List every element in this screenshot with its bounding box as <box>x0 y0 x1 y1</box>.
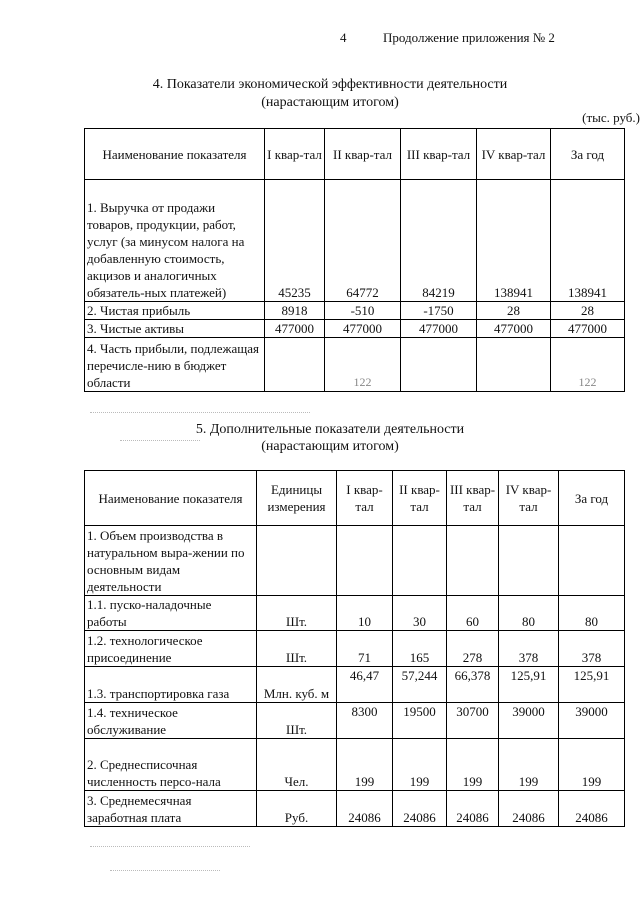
row-name: 2. Чистая прибыль <box>85 302 265 320</box>
row-q2: 30 <box>393 596 447 631</box>
row-q4 <box>477 338 551 392</box>
row-q3: 477000 <box>401 320 477 338</box>
row-q4: 24086 <box>499 791 559 827</box>
scan-noise <box>110 870 220 871</box>
row-year: 378 <box>559 631 625 667</box>
header-year: За год <box>559 471 625 526</box>
row-q1: 71 <box>337 631 393 667</box>
row-year: 28 <box>551 302 625 320</box>
row-year: 125,91 <box>559 667 625 703</box>
row-q4: 477000 <box>477 320 551 338</box>
row-q1: 45235 <box>265 180 325 302</box>
table-row <box>85 739 625 791</box>
row-q2: 122 <box>325 338 401 392</box>
row-q3: 84219 <box>401 180 477 302</box>
row-q1: 10 <box>337 596 393 631</box>
row-unit: Шт. <box>257 596 337 631</box>
row-q1: 46,47 <box>337 667 393 703</box>
table-row <box>85 791 625 827</box>
row-year: 80 <box>559 596 625 631</box>
row-name: 1.1. пуско-наладочные работы <box>85 596 257 631</box>
table-row <box>85 180 625 302</box>
row-q2: 64772 <box>325 180 401 302</box>
row-name: 3. Среднемесячная заработная плата <box>85 791 257 827</box>
row-unit: Шт. <box>257 703 337 739</box>
row-year: 122 <box>551 338 625 392</box>
table-header-row <box>85 471 625 526</box>
section4-subtitle: (нарастающим итогом) <box>261 95 399 110</box>
header-q4: IV квар-тал <box>499 471 559 526</box>
table-row <box>85 667 625 703</box>
section5-subtitle: (нарастающим итогом) <box>261 439 399 454</box>
row-q2: 477000 <box>325 320 401 338</box>
row-year: 39000 <box>559 703 625 739</box>
table-row <box>85 703 625 739</box>
row-name: 1. Объем производства в натуральном выра-жении по основным видам деятельности <box>85 526 257 596</box>
scan-noise <box>90 846 250 847</box>
row-q1: 8300 <box>337 703 393 739</box>
row-q2: 199 <box>393 739 447 791</box>
scan-noise <box>90 412 310 413</box>
table-row <box>85 338 625 392</box>
row-q1: 477000 <box>265 320 325 338</box>
row-q3: 24086 <box>447 791 499 827</box>
page-number: 4 <box>340 30 347 45</box>
row-q1: 199 <box>337 739 393 791</box>
row-name: 1.2. технологическое присоединение <box>85 631 257 667</box>
row-name: 2. Среднесписочная численность персо-нала <box>85 739 257 791</box>
header-q3: III квар-тал <box>401 129 477 180</box>
table-row <box>85 320 625 338</box>
row-q3: 199 <box>447 739 499 791</box>
row-q3: 66,378 <box>447 667 499 703</box>
section5-title: 5. Дополнительные показатели деятельности <box>195 422 465 437</box>
row-q1: 8918 <box>265 302 325 320</box>
table-header-row <box>85 129 625 180</box>
row-unit <box>257 526 337 596</box>
table-row <box>85 302 625 320</box>
row-q2: 57,244 <box>393 667 447 703</box>
row-q2: -510 <box>325 302 401 320</box>
row-q4: 28 <box>477 302 551 320</box>
row-year: 199 <box>559 739 625 791</box>
row-unit: Шт. <box>257 631 337 667</box>
row-q2: 24086 <box>393 791 447 827</box>
row-name: 1.3. транспортировка газа <box>85 667 257 703</box>
row-unit: Руб. <box>257 791 337 827</box>
economic-efficiency-table <box>84 128 625 392</box>
row-year <box>559 526 625 596</box>
header-name: Наименование показателя <box>85 129 265 180</box>
row-q4: 125,91 <box>499 667 559 703</box>
row-q4: 80 <box>499 596 559 631</box>
row-q1 <box>265 338 325 392</box>
row-unit: Млн. куб. м <box>257 667 337 703</box>
table-row <box>85 631 625 667</box>
header-q1: I квар-тал <box>265 129 325 180</box>
table-row <box>85 526 625 596</box>
row-q4: 199 <box>499 739 559 791</box>
header-q4: IV квар-тал <box>477 129 551 180</box>
row-name: 1.4. техническое обслуживание <box>85 703 257 739</box>
row-q4: 138941 <box>477 180 551 302</box>
header-name: Наименование показателя <box>85 471 257 526</box>
row-q3: 60 <box>447 596 499 631</box>
row-q1 <box>337 526 393 596</box>
header-q3: III квар-тал <box>447 471 499 526</box>
row-year: 477000 <box>551 320 625 338</box>
additional-indicators-table <box>84 470 625 827</box>
row-year: 138941 <box>551 180 625 302</box>
header-unit: Единицы измерения <box>257 471 337 526</box>
row-q2: 19500 <box>393 703 447 739</box>
row-unit: Чел. <box>257 739 337 791</box>
header-q2: II квар-тал <box>325 129 401 180</box>
row-q4: 39000 <box>499 703 559 739</box>
row-name: 3. Чистые активы <box>85 320 265 338</box>
row-q4: 378 <box>499 631 559 667</box>
row-name: 4. Часть прибыли, подлежащая перечисле-нию в бюджет области <box>85 338 265 392</box>
row-q4 <box>499 526 559 596</box>
row-q3: -1750 <box>401 302 477 320</box>
appendix-title: Продолжение приложения № 2 <box>383 30 555 45</box>
row-name: 1. Выручка от продажи товаров, продукции, работ, услуг (за минусом налога на добавленную стоимость, акцизов и аналогичных обязатель-ных платежей) <box>85 180 265 302</box>
row-q1: 24086 <box>337 791 393 827</box>
row-q2 <box>393 526 447 596</box>
header-q2: II квар-тал <box>393 471 447 526</box>
table-row <box>85 596 625 631</box>
row-q3: 30700 <box>447 703 499 739</box>
header-year: За год <box>551 129 625 180</box>
row-q3 <box>401 338 477 392</box>
row-q2: 165 <box>393 631 447 667</box>
row-year: 24086 <box>559 791 625 827</box>
section4-title: 4. Показатели экономической эффективности деятельности <box>152 77 508 92</box>
row-q3 <box>447 526 499 596</box>
row-q3: 278 <box>447 631 499 667</box>
header-q1: I квар-тал <box>337 471 393 526</box>
unit-label: (тыс. руб.) <box>582 110 640 125</box>
